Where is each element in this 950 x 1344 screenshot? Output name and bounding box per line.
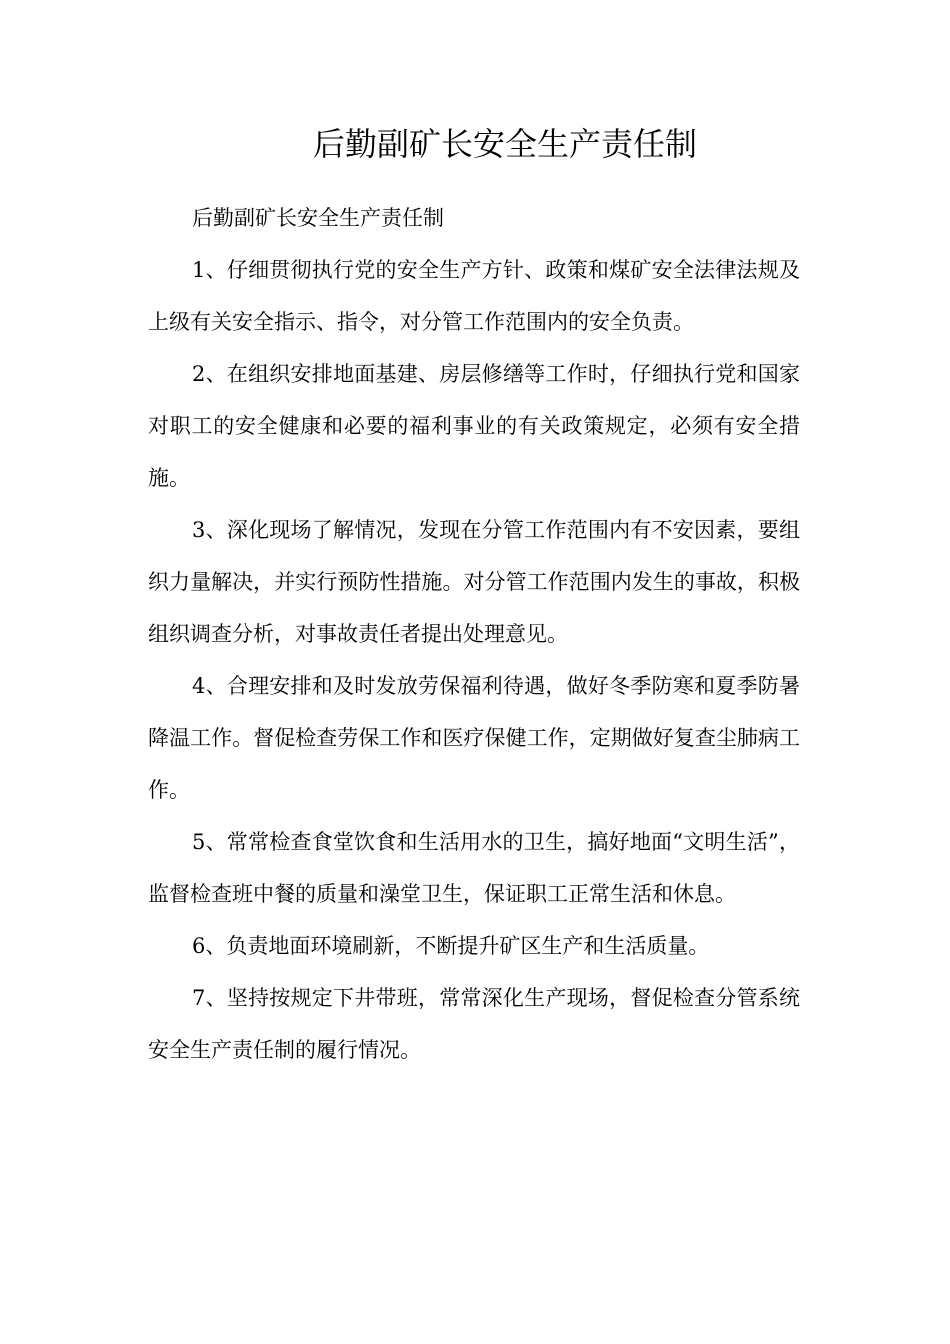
- paragraph-item-3: 3、深化现场了解情况，发现在分管工作范围内有不安因素，要组织力量解决，并实行预防性措施。对分管工作范围内发生的事故，积极组织调查分析，对事故责任者提出处理意见。: [148, 518, 800, 646]
- paragraph-item-1: 1、仔细贯彻执行党的安全生产方针、政策和煤矿安全法律法规及上级有关安全指示、指令，对分管工作范围内的安全负责。: [148, 258, 800, 334]
- subtitle-paragraph: 后勤副矿长安全生产责任制: [192, 206, 444, 230]
- paragraph-item-5: 5、常常检查食堂饮食和生活用水的卫生，搞好地面“文明生活”，监督检查班中餐的质量和澡堂卫生，保证职工正常生活和休息。: [148, 830, 800, 906]
- paragraph-item-7: 7、坚持按规定下井带班，常常深化生产现场，督促检查分管系统安全生产责任制的履行情况。: [148, 986, 800, 1062]
- paragraph-item-4: 4、合理安排和及时发放劳保福利待遇，做好冬季防寒和夏季防暑降温工作。督促检查劳保工作和医疗保健工作，定期做好复查尘肺病工作。: [148, 674, 800, 802]
- document-title: 后勤副矿长安全生产责任制: [312, 125, 697, 163]
- document-body: [148, 192, 800, 1076]
- paragraph-item-2: 2、在组织安排地面基建、房层修缮等工作时，仔细执行党和国家对职工的安全健康和必要的福利事业的有关政策规定，必须有安全措施。: [148, 362, 800, 490]
- paragraph-item-6: 6、负责地面环境刷新，不断提升矿区生产和生活质量。: [192, 934, 710, 958]
